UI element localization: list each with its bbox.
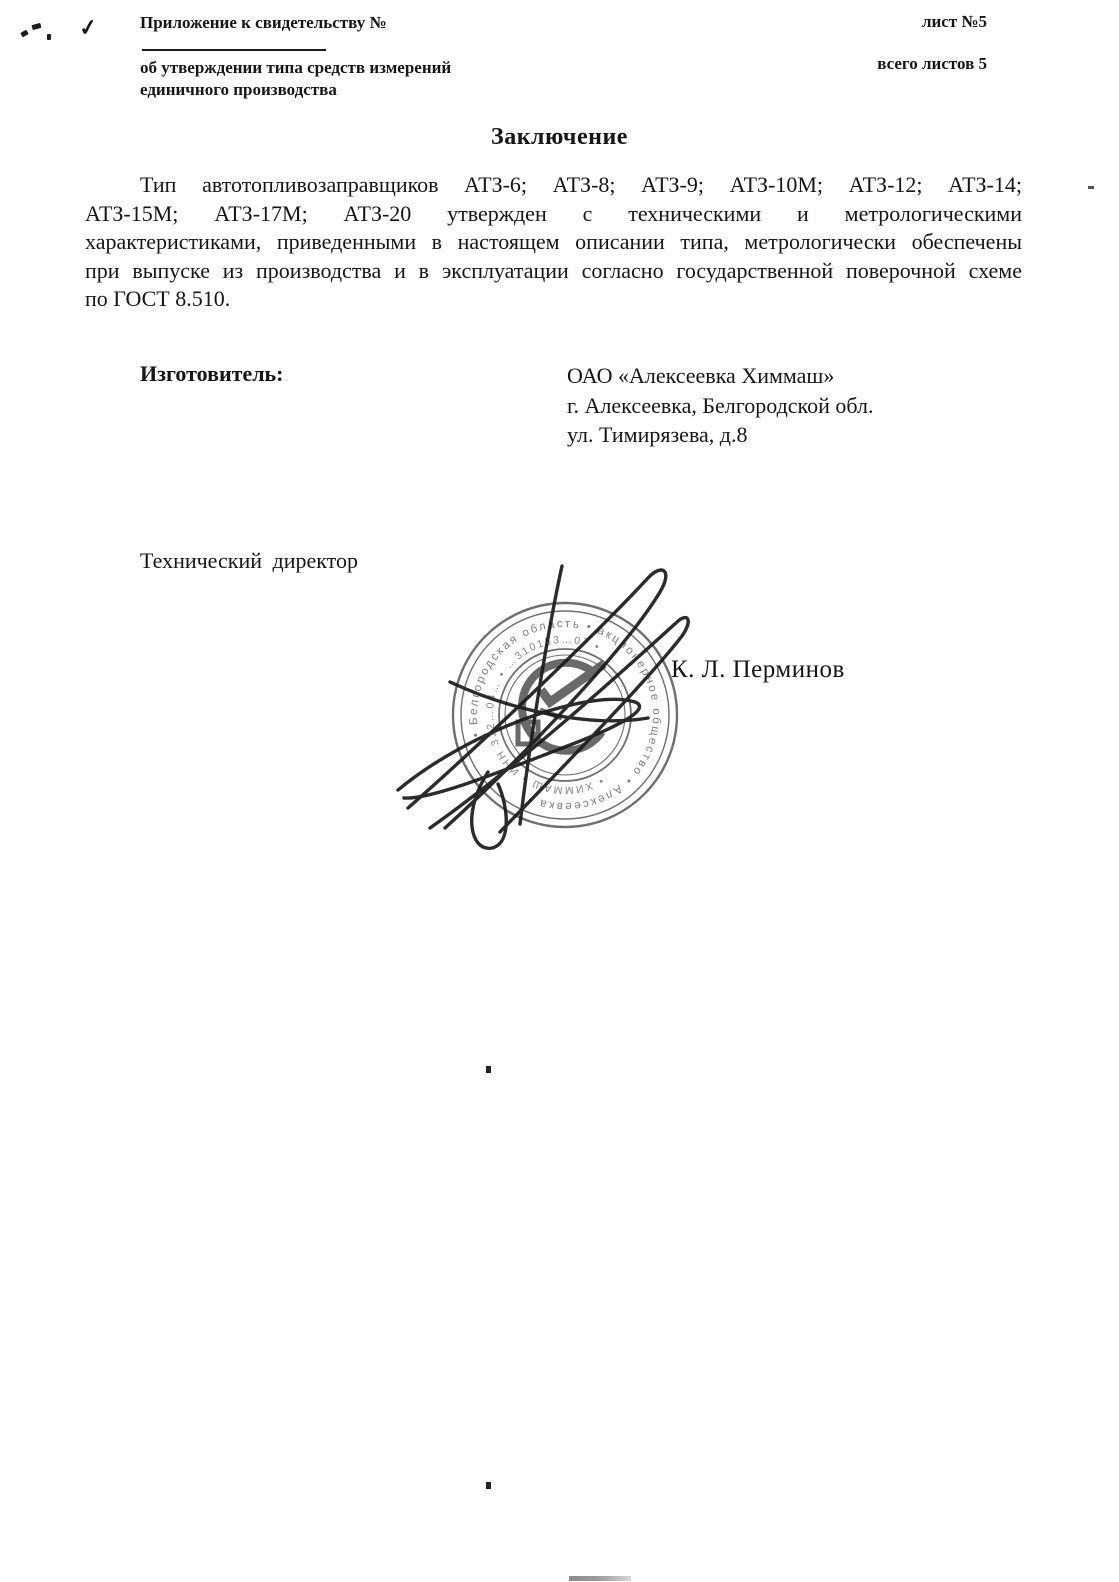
ink-speck	[1088, 186, 1094, 189]
ink-speck	[47, 34, 51, 40]
header-appendix	[140, 12, 560, 101]
paragraph-line: при выпуске из производства и в эксплуатации согласно государственной поверочной схеме	[85, 257, 1022, 283]
ink-speck	[20, 30, 29, 38]
signatory-position: Технический директор	[140, 548, 358, 573]
manufacturer-city: г. Алексеевка, Белгородской обл.	[567, 392, 874, 418]
round-seal-icon	[390, 560, 730, 850]
paragraph-line: по ГОСТ 8.510.	[85, 286, 231, 312]
ink-speck	[486, 1066, 491, 1073]
stamp-ring-text-inner: • ХИММАШ • ИНН 312…04… • …310153…07 •	[484, 633, 606, 797]
sheet-number: лист №5	[921, 12, 987, 31]
stamp-ring-text-outer: • Белгородская область • акционерное общество • Алексеевка •	[467, 617, 663, 813]
page-title: Заключение	[491, 124, 628, 150]
signatory-name: К. Л. Перминов	[671, 656, 845, 683]
sheets-total: всего листов 5	[877, 54, 987, 73]
scan-smudge	[569, 1576, 631, 1581]
manufacturer-name: ОАО «Алексеевка Химмаш»	[567, 363, 835, 388]
header-appendix-line2: об утверждении типа средств измерений	[140, 58, 452, 78]
paragraph-line: Тип автотопливозаправщиков АТЗ-6; АТЗ-8; АТЗ-9; АТЗ-10М; АТЗ-12; АТЗ-14;	[140, 172, 1022, 197]
stamp-and-signature	[390, 560, 730, 850]
conclusion-paragraph	[85, 171, 1022, 314]
header-appendix-line3: единичного производства	[140, 80, 337, 100]
ink-speck	[486, 1482, 491, 1489]
manufacturer-street: ул. Тимирязева, д.8	[567, 422, 748, 447]
paragraph-line: АТЗ-15М; АТЗ-17М; АТЗ-20 утвержден с техническими и метрологическими	[85, 200, 1022, 226]
blank-underline	[142, 34, 326, 51]
header-appendix-line1: Приложение к свидетельству №	[140, 12, 560, 57]
svg-text:• Белгородская область • акцио	[447, 597, 682, 832]
paragraph-line: характеристиками, приведенными в настоящем описании типа, метрологически обеспечены	[85, 229, 1022, 255]
manufacturer-address	[567, 361, 874, 450]
manufacturer-label: Изготовитель:	[140, 361, 284, 386]
checkmark-ink-mark: ✓	[77, 13, 100, 42]
ink-speck	[32, 23, 42, 30]
